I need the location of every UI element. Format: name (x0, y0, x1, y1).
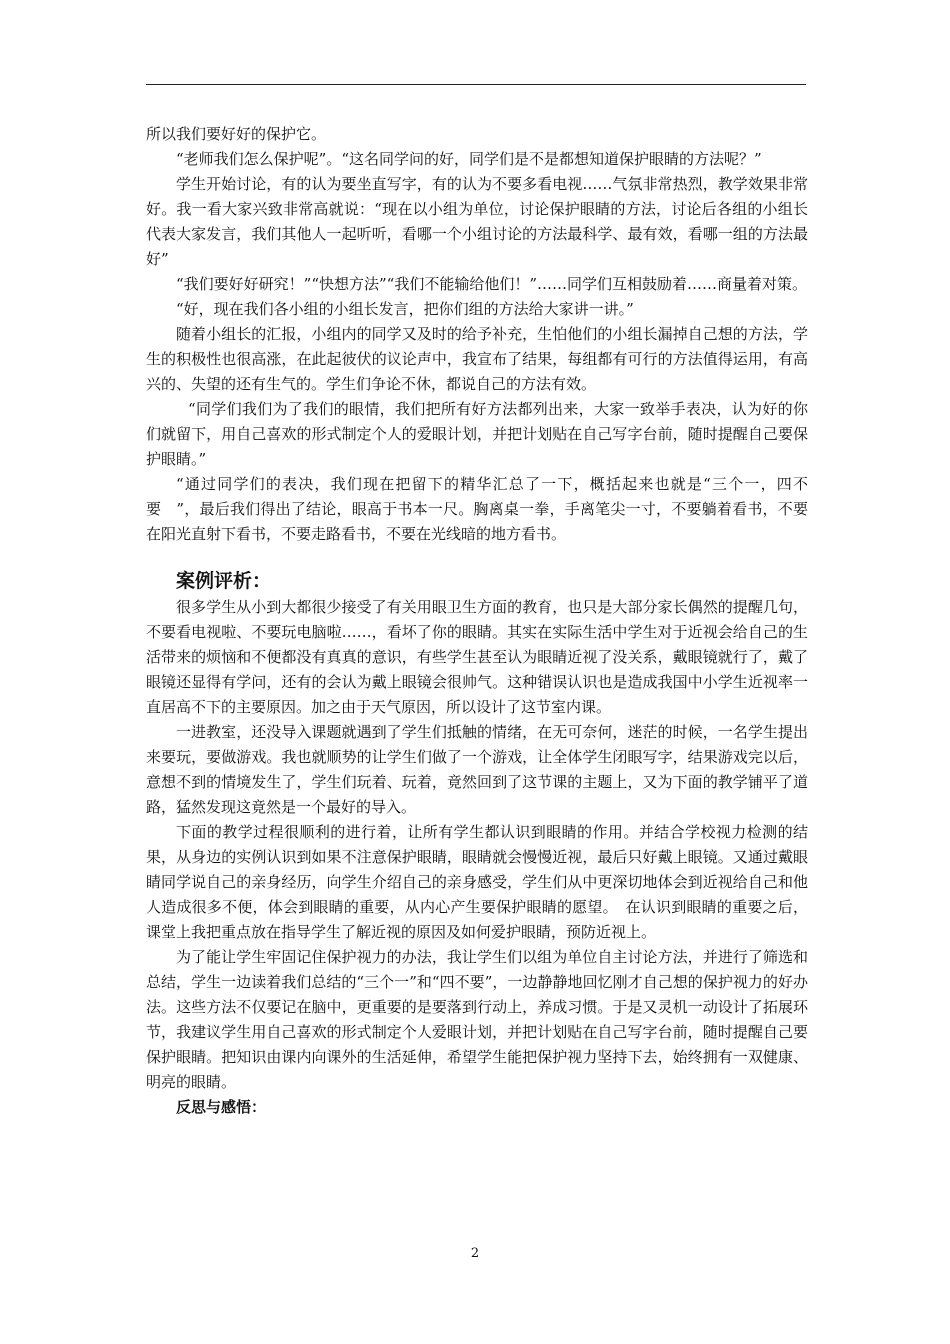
paragraph: “我们要好好研究！”“快想方法”“我们不能输给他们！”……同学们互相鼓励着……商量着对策。 (176, 275, 808, 293)
header-rule (146, 84, 806, 85)
page-number: 2 (470, 1246, 480, 1261)
paragraph: “通过同学们的表决，我们现在把留下的精华汇总了一下，概括起来也就是“三个一，四不要 ”，最后我们得出了结论，眼高于书本一尺。胸离桌一拳，手离笔尖一寸，不要躺着看书，不要在阳光直射下看书，不要走路看书，不要在光线暗的地方看书。 (146, 475, 808, 543)
paragraph: 随着小组长的汇报，小组内的同学又及时的给予补充，生怕他们的小组长漏掉自己想的方法，学生的积极性也很高涨，在此起彼伏的议论声中，我宣布了结果，每组都有可行的方法值得运用，有高兴的、失望的还有生气的。学生们争论不休，都说自己的方法有效。 (146, 325, 808, 393)
paragraph: 一进教室，还没导入课题就遇到了学生们抵触的情绪，在无可奈何，迷茫的时候，一名学生提出来要玩，要做游戏。我也就顺势的让学生们做了一个游戏，让全体学生闭眼写字，结果游戏完以后，意想不到的情境发生了，学生们玩着、玩着，竟然回到了这节课的主题上，又为下面的教学铺平了道路，猛然发现这竟然是一个最好的导入。 (146, 723, 808, 816)
paragraph: 为了能让学生牢固记住保护视力的办法，我让学生们以组为单位自主讨论方法，并进行了筛选和总结，学生一边读着我们总结的“三个一”和“四不要”，一边静静地回忆刚才自己想的保护视力的好办法。这些方法不仅要记在脑中，更重要的是要落到行动上，养成习惯。于是又灵机一动设计了拓展环节，我建议学生用自己喜欢的形式制定个人爱眼计划，并把计划贴在自己写字台前，随时提醒自己要保护眼睛。把知识由课内向课外的生活延伸，希望学生能把保护视力坚持下去，始终拥有一双健康、明亮的眼睛。 (146, 948, 808, 1091)
paragraph: “同学们我们为了我们的眼情，我们把所有好方法都列出来，大家一致举手表决，认为好的你们就留下，用自己喜欢的形式制定个人的爱眼计划，并把计划贴在自己写字台前，随时提醒自己要保护眼睛。” (146, 400, 808, 468)
paragraph: 下面的教学过程很顺利的进行着，让所有学生都认识到眼睛的作用。并结合学校视力检测的结果，从身边的实例认识到如果不注意保护眼睛，眼睛就会慢慢近视，最后只好戴上眼镜。又通过戴眼睛同学说自己的亲身经历，向学生介绍自己的亲身感受，学生们从中更深切地体会到近视给自己和他人造成很多不便，体会到眼睛的重要，从内心产生要保护眼睛的愿望。 在认识到眼睛的重要之后，课堂上我把重点放在指导学生了解近视的原因及如何爱护眼睛，预防近视上。 (146, 823, 808, 941)
paragraph: “好，现在我们各小组的小组长发言，把你们组的方法给大家讲一讲。” (176, 300, 634, 318)
section-heading-reflection: 反思与感悟： (176, 1098, 267, 1116)
paragraph: 很多学生从小到大都很少接受了有关用眼卫生方面的教育，也只是大部分家长偶然的提醒几句，不要看电视啦、不要玩电脑啦……，看坏了你的眼睛。其实在实际生活中学生对于近视会给自己的生活带来的烦恼和不便都没有真真的意识，有些学生甚至认为眼睛近视了没关系，戴眼镜就行了，戴了眼镜还显得有学问，还有的会认为戴上眼镜会很帅气。这种错误认识也是造成我国中小学生近视率一直居高不下的主要原因。加之由于天气原因，所以设计了这节室内课。 (146, 598, 808, 716)
document-body (146, 122, 808, 1120)
paragraph: “老师我们怎么保护呢”。“这名同学问的好，同学们是不是都想知道保护眼睛的方法呢？” (176, 150, 762, 168)
paragraph: 学生开始讨论，有的认为要坐直写字，有的认为不要多看电视……气氛非常热烈，教学效果非常好。我一看大家兴致非常高就说：“现在以小组为单位，讨论保护眼睛的方法，讨论后各组的小组长代表大家发言，我们其他人一起听听，看哪一个小组讨论的方法最科学、最有效，看哪一组的方法最好” (146, 175, 808, 268)
section-heading-analysis: 案例评析： (176, 570, 272, 592)
paragraph: 所以我们要好好的保护它。 (146, 125, 327, 143)
